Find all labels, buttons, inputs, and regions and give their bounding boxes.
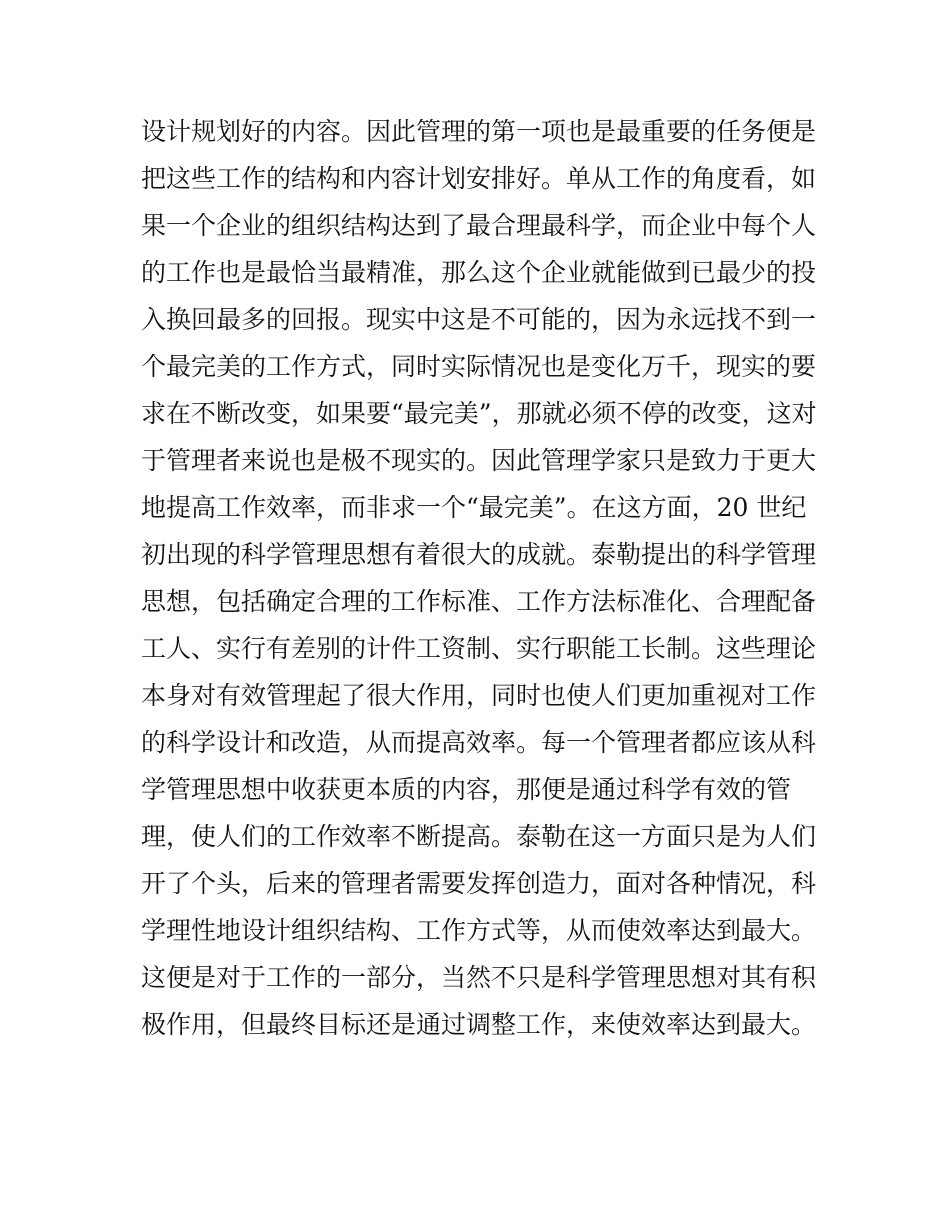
text-line: 把这些工作的结构和内容计划安排好。单从工作的角度看，如 (141, 164, 817, 193)
text-line: 思想，包括确定合理的工作标准、工作方法标准化、合理配备 (141, 587, 817, 616)
text-line: 的工作也是最恰当最精准，那么这个企业就能做到已最少的投 (141, 258, 817, 287)
text-line: 学理性地设计组织结构、工作方式等，从而使效率达到最大。 (141, 916, 817, 945)
text-line: 求在不断改变，如果要“最完美”，那就必须不停的改变，这对 (141, 399, 817, 428)
text-line: 的科学设计和改造，从而提高效率。每一个管理者都应该从科 (141, 728, 817, 757)
text-line: 这便是对于工作的一部分，当然不只是科学管理思想对其有积 (141, 963, 817, 992)
text-line: 工人、实行有差别的计件工资制、实行职能工长制。这些理论 (141, 634, 817, 663)
text-line: 学管理思想中收获更本质的内容，那便是通过科学有效的管 (141, 775, 792, 804)
text-line: 个最完美的工作方式，同时实际情况也是变化万千，现实的要 (141, 352, 817, 381)
text-line: 设计规划好的内容。因此管理的第一项也是最重要的任务便是 (141, 117, 817, 146)
text-line: 入换回最多的回报。现实中这是不可能的，因为永远找不到一 (141, 305, 817, 334)
text-line: 本身对有效管理起了很大作用，同时也使人们更加重视对工作 (141, 681, 817, 710)
body-paragraph (141, 108, 821, 1048)
text-line: 于管理者来说也是极不现实的。因此管理学家只是致力于更大 (141, 446, 817, 475)
text-line: 果一个企业的组织结构达到了最合理最科学，而企业中每个人 (141, 211, 817, 240)
text-line: 极作用，但最终目标还是通过调整工作，来使效率达到最大。 (141, 1010, 817, 1039)
text-line: 开了个头，后来的管理者需要发挥创造力，面对各种情况，科 (141, 869, 817, 898)
text-line: 理，使人们的工作效率不断提高。泰勒在这一方面只是为人们 (141, 822, 817, 851)
text-line: 初出现的科学管理思想有着很大的成就。泰勒提出的科学管理 (141, 540, 817, 569)
text-line: 地提高工作效率，而非求一个“最完美”。在这方面，20 世纪 (141, 493, 807, 522)
